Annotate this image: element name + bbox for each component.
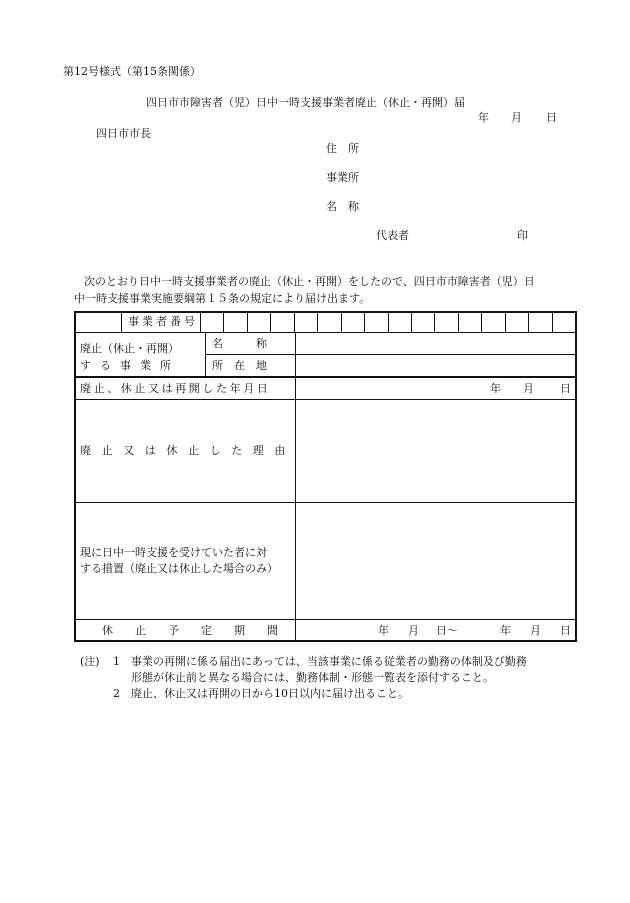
- addressee: 四日市市長: [96, 127, 151, 140]
- business-number-digit-divider: [388, 311, 389, 332]
- business-number-digit-divider: [294, 311, 295, 332]
- period-to-day: 日: [560, 624, 571, 637]
- measures-label-line-1: 現に日中一時支援を受けていた者に対: [80, 546, 267, 559]
- business-number-digit-divider: [552, 311, 553, 332]
- form-title: 四日市市障害者（児）日中一時支援事業者廃止（休止・再開）届: [146, 96, 465, 109]
- date-year-label: 年: [478, 111, 489, 124]
- business-number-digit-divider: [223, 311, 224, 332]
- date-day-label: 日: [546, 111, 557, 124]
- seal-label: 印: [517, 229, 528, 242]
- facility-location-label: 所 在 地: [212, 359, 267, 372]
- period-label: 休止予定期間: [102, 624, 300, 637]
- note-1-line-2: 形態が休止前と異なる場合には、勤務体制・形態一覧表を添付すること。: [131, 671, 494, 684]
- business-number-digit-divider: [481, 311, 482, 332]
- business-number-digit-divider: [317, 311, 318, 332]
- office-label: 事業所: [326, 171, 359, 184]
- period-from-day: 日〜: [436, 624, 458, 637]
- note-1-number: 1: [113, 655, 120, 668]
- period-from-month: 月: [408, 624, 419, 637]
- period-to-month: 月: [530, 624, 541, 637]
- period-from-year: 年: [378, 624, 389, 637]
- name-label: 名 称: [326, 200, 359, 213]
- reason-input[interactable]: [296, 400, 575, 501]
- measures-label-line-2: する措置（廃止又は休止した場合のみ）: [80, 562, 278, 575]
- business-number-digit-divider: [364, 311, 365, 332]
- date-row-year: 年: [490, 382, 501, 395]
- business-number-digit-divider: [528, 311, 529, 332]
- business-number-digit-divider: [411, 311, 412, 332]
- facility-location-input[interactable]: [296, 355, 575, 376]
- facility-name-label: 名 称: [212, 337, 267, 350]
- note-1-line-1: 事業の再開に係る届出にあっては、当該事業に係る従業者の勤務の体制及び勤務: [131, 655, 527, 668]
- facility-label-line-1: 廃止（休止・再開）: [80, 342, 179, 355]
- representative-label: 代表者: [376, 229, 409, 242]
- business-number-digit-divider: [458, 311, 459, 332]
- reason-label: 廃止又は休止した理由: [80, 444, 296, 457]
- statement-line-1: 次のとおり日中一時支援事業者の廃止（休止・再開）をしたので、四日市市障害者（児）日: [84, 275, 535, 288]
- business-number-digit-divider: [434, 311, 435, 332]
- business-number-digit-divider: [247, 311, 248, 332]
- date-row-month: 月: [523, 382, 534, 395]
- facility-name-input[interactable]: [296, 333, 575, 354]
- period-to-year: 年: [500, 624, 511, 637]
- notes-prefix: (注): [80, 655, 100, 668]
- form-number: 第12号様式（第15条関係）: [63, 65, 201, 78]
- date-row-day: 日: [560, 382, 571, 395]
- business-number-digit-divider: [341, 311, 342, 332]
- facility-label-line-2: する事業所: [80, 359, 180, 372]
- business-number-digit-divider: [270, 311, 271, 332]
- address-label: 住 所: [326, 142, 359, 155]
- date-row-label: 廃止、休止又は再開した年月日: [80, 382, 271, 395]
- note-2-line-1: 廃止、休止又は再開の日から10日以内に届け出ること。: [131, 687, 409, 700]
- business-number-label: 事業者番号: [128, 315, 198, 328]
- date-month-label: 月: [511, 111, 522, 124]
- note-2-number: 2: [113, 687, 120, 700]
- business-number-digit-divider: [505, 311, 506, 332]
- statement-line-2: 中一時支援事業実施要綱第１５条の規定により届け出ます。: [74, 292, 371, 305]
- measures-input[interactable]: [296, 503, 575, 618]
